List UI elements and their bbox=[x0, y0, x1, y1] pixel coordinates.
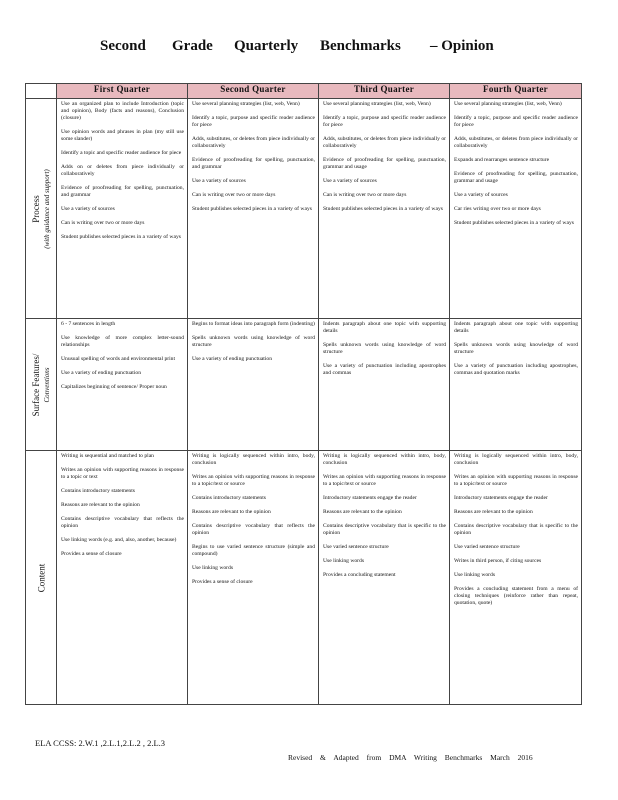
cell-process-q4 bbox=[450, 99, 582, 319]
benchmark-item: Identify a topic, purpose and specific reader audience for piece bbox=[192, 115, 315, 128]
cell-content-q2 bbox=[188, 451, 319, 705]
benchmark-item: Use a variety of ending punctuation bbox=[61, 370, 141, 376]
benchmark-item: Can is writing over two or more days bbox=[61, 220, 145, 226]
benchmark-item: Identify a topic, purpose and specific reader audience for piece bbox=[323, 115, 446, 128]
benchmark-item: Identify a topic, purpose and specific reader audience for piece bbox=[454, 115, 578, 128]
benchmark-item: Writes an opinion with supporting reasons in response to a topic/text or source bbox=[323, 474, 446, 487]
cell-content-q4 bbox=[450, 451, 582, 705]
title-word-1: Second bbox=[100, 38, 146, 54]
benchmark-item: Capitalizes beginning of sentence/ Proper noun bbox=[61, 384, 167, 390]
benchmark-item: Adds, substitutes, or deletes from piece individually or collaboratively bbox=[192, 136, 315, 149]
header-second-quarter: Second Quarter bbox=[188, 84, 319, 99]
benchmark-item: Use linking words (e.g. and, also, another, because) bbox=[61, 537, 177, 543]
header-fourth-quarter: Fourth Quarter bbox=[450, 84, 582, 99]
benchmark-item: Adds, substitutes, or deletes from piece individually or collaboratively bbox=[323, 136, 446, 149]
cell-process-q3 bbox=[319, 99, 450, 319]
benchmark-item: Use an organized plan to include Introduction (topic and opinion), Body (facts and reasons), Conclusion (closure) bbox=[61, 101, 184, 121]
benchmark-item: Contains introductory statements bbox=[61, 488, 135, 494]
benchmark-item: Begins to format ideas into paragraph form (indenting) bbox=[192, 321, 315, 327]
benchmark-item: Writing is logically sequenced within intro, body, conclusion bbox=[192, 453, 315, 466]
benchmark-item: Provides a concluding statement from a menu of closing techniques (reinforce rather than repeat, quotation, quote) bbox=[454, 586, 578, 606]
benchmark-item: 6 - 7 sentences in length bbox=[61, 321, 116, 327]
benchmark-item: Begins to use varied sentence structure (simple and compound) bbox=[192, 544, 315, 557]
row-label-text: Surface Features/ bbox=[30, 353, 41, 416]
benchmark-item: Provides a sense of closure bbox=[192, 579, 253, 585]
benchmark-item: Writing is logically sequenced within intro, body, conclusion bbox=[323, 453, 446, 466]
benchmark-item: Introductory statements engage the reader bbox=[323, 495, 417, 501]
cell-surface-features-q2 bbox=[188, 319, 319, 451]
row-process bbox=[26, 99, 582, 319]
benchmark-item: Use varied sentence structure bbox=[323, 544, 389, 550]
benchmark-item: Use a variety of sources bbox=[192, 178, 246, 184]
footer-standards: ELA CCSS: 2.W.1 ,2.L.1,2.L.2 , 2.L.3 bbox=[35, 738, 166, 748]
row-label-surface-features bbox=[26, 319, 57, 451]
benchmark-item: Use varied sentence structure bbox=[454, 544, 520, 550]
benchmark-item: Use knowledge of more complex letter-sound relationships bbox=[61, 335, 184, 348]
benchmark-item: Use linking words bbox=[454, 572, 496, 578]
benchmark-item: Use linking words bbox=[192, 565, 234, 571]
benchmark-item: Writes an opinion with supporting reasons in response to a topic or text bbox=[61, 467, 184, 480]
row-label-text: Content bbox=[36, 563, 46, 592]
benchmark-item: Evidence of proofreading for spelling, punctuation, grammar and usage bbox=[323, 157, 446, 170]
cell-content-q3 bbox=[319, 451, 450, 705]
benchmark-item: Evidence of proofreading for spelling, punctuation, grammar and usage bbox=[454, 171, 578, 184]
benchmark-item: Indents paragraph about one topic with supporting details bbox=[454, 321, 578, 334]
benchmark-item: Spells unknown words using knowledge of word structure bbox=[454, 342, 578, 355]
benchmark-item: Reasons are relevant to the opinion bbox=[192, 509, 271, 515]
benchmark-item: Use a variety of punctuation including apostrophes, commas and quotation marks bbox=[454, 363, 578, 376]
benchmark-item: Writing is sequential and matched to plan bbox=[61, 453, 154, 459]
benchmark-item: Contains introductory statements bbox=[192, 495, 266, 501]
benchmark-item: Spells unknown words using knowledge of word structure bbox=[323, 342, 446, 355]
header-first-quarter: First Quarter bbox=[57, 84, 188, 99]
title-word-2: Grade bbox=[172, 38, 213, 54]
benchmark-item: Use linking words bbox=[323, 558, 365, 564]
benchmark-item: Adds on or deletes from piece individually or collaboratively bbox=[61, 164, 184, 177]
benchmark-item: Contains descriptive vocabulary that reflects the opinion bbox=[61, 516, 184, 529]
benchmark-item: Reasons are relevant to the opinion bbox=[454, 509, 533, 515]
benchmark-item: Indents paragraph about one topic with supporting details bbox=[323, 321, 446, 334]
benchmark-item: Unusual spelling of words and environmental print bbox=[61, 356, 176, 362]
benchmark-item: Student publishes selected pieces in a variety of ways bbox=[323, 206, 443, 212]
row-content bbox=[26, 451, 582, 705]
benchmark-item: Writes an opinion with supporting reasons in response to a topic/text or source bbox=[192, 474, 315, 487]
benchmark-item: Use a variety of sources bbox=[61, 206, 115, 212]
benchmark-item: Use several planning strategies (list, web, Venn) bbox=[192, 101, 300, 107]
title-word-3: Quarterly bbox=[234, 38, 299, 54]
benchmark-item: Can is writing over two or more days bbox=[323, 192, 407, 198]
benchmark-item: Evidence of proofreading for spelling, punctuation, and grammar bbox=[61, 185, 184, 198]
header-corner bbox=[26, 84, 57, 99]
cell-surface-features-q4 bbox=[450, 319, 582, 451]
benchmark-item: Use several planning strategies (list, web, Venn) bbox=[323, 101, 431, 107]
cell-process-q1 bbox=[57, 99, 188, 319]
benchmark-item: Reasons are relevant to the opinion bbox=[323, 509, 402, 515]
benchmark-item: Writing is logically sequenced within intro, body, conclusion bbox=[454, 453, 578, 466]
benchmark-item: Spells unknown words using knowledge of word structure bbox=[192, 335, 315, 348]
header-third-quarter: Third Quarter bbox=[319, 84, 450, 99]
benchmark-item: Can is writing over two or more days bbox=[192, 192, 276, 198]
cell-surface-features-q1 bbox=[57, 319, 188, 451]
benchmark-item: Identify a topic and specific reader audience for piece bbox=[61, 150, 182, 156]
benchmark-item: Adds, substitutes, or deletes from piece individually or collaboratively bbox=[454, 136, 578, 149]
benchmark-table bbox=[25, 83, 582, 705]
benchmark-item: Student publishes selected pieces in a variety of ways bbox=[192, 206, 312, 212]
page-title bbox=[100, 38, 520, 62]
benchmark-item: Writes an opinion with supporting reasons in response to a topic/text or source bbox=[454, 474, 578, 487]
benchmark-item: Use opinion words and phrases in plan (my still use some slander) bbox=[61, 129, 184, 142]
benchmark-item: Student publishes selected pieces in a variety of ways bbox=[454, 220, 574, 226]
table-header-row bbox=[26, 84, 582, 99]
cell-content-q1 bbox=[57, 451, 188, 705]
row-label-content bbox=[26, 451, 57, 705]
benchmark-item: Use a variety of ending punctuation bbox=[192, 356, 272, 362]
benchmark-item: Use a variety of punctuation including apostrophes and commas bbox=[323, 363, 446, 376]
row-sublabel-text: Conventions bbox=[42, 367, 51, 403]
benchmark-item: Student publishes selected pieces in a variety of ways bbox=[61, 234, 181, 240]
row-label-process bbox=[26, 99, 57, 319]
title-word-5: – Opinion bbox=[430, 38, 494, 54]
benchmark-item: Use several planning strategies (list, web, Venn) bbox=[454, 101, 562, 107]
row-sublabel-text: (with guidance and support) bbox=[42, 168, 51, 249]
benchmark-item: Provides a sense of closure bbox=[61, 551, 122, 557]
row-surface-features bbox=[26, 319, 582, 451]
benchmark-item: Contains descriptive vocabulary that reflects the opinion bbox=[192, 523, 315, 536]
title-word-4: Benchmarks bbox=[320, 38, 401, 54]
benchmark-item: Expands and rearranges sentence structure bbox=[454, 157, 550, 163]
benchmark-item: Introductory statements engage the reader bbox=[454, 495, 548, 501]
benchmark-item: Writes in third person, if citing sources bbox=[454, 558, 542, 564]
cell-surface-features-q3 bbox=[319, 319, 450, 451]
benchmark-item: Reasons are relevant to the opinion bbox=[61, 502, 140, 508]
benchmark-item: Contains descriptive vocabulary that is specific to the opinion bbox=[454, 523, 578, 536]
benchmark-item: Contains descriptive vocabulary that is specific to the opinion bbox=[323, 523, 446, 536]
row-label-text: Process bbox=[30, 194, 41, 223]
cell-process-q2 bbox=[188, 99, 319, 319]
benchmark-item: Provides a concluding statement bbox=[323, 572, 396, 578]
benchmark-item: Car ries writing over two or more days bbox=[454, 206, 541, 212]
benchmark-item: Use a variety of sources bbox=[323, 178, 377, 184]
benchmark-item: Evidence of proofreading for spelling, punctuation, and grammar bbox=[192, 157, 315, 170]
benchmark-item: Use a variety of sources bbox=[454, 192, 508, 198]
footer-credit: Revised & Adapted from DMA Writing Benchmarks March 2016 bbox=[288, 753, 533, 762]
